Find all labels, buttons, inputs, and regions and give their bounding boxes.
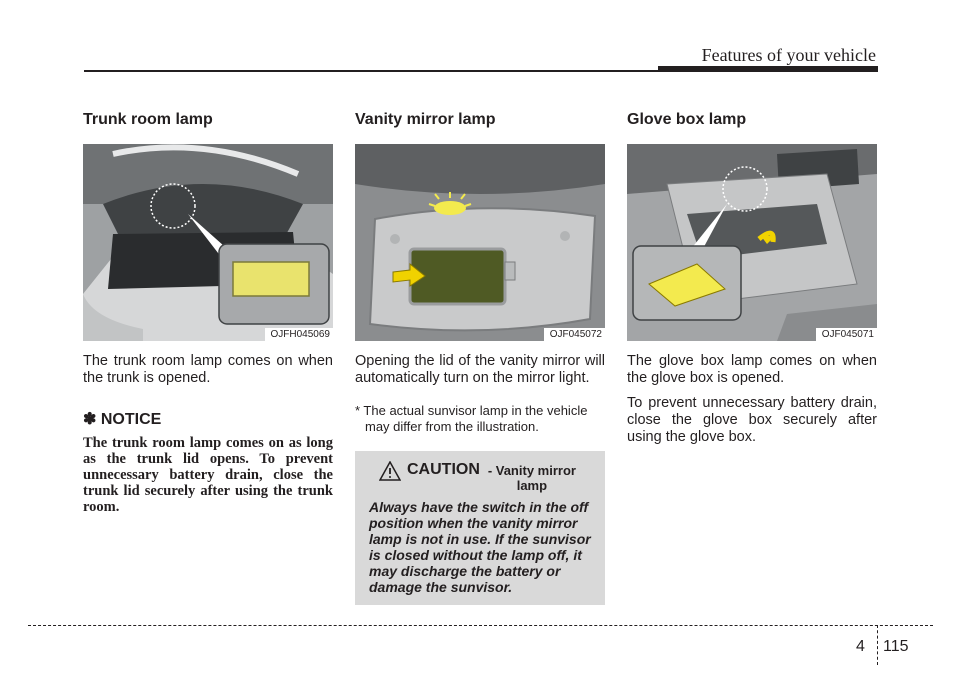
figure-code: OJF045071 xyxy=(816,328,877,341)
header-rule-accent xyxy=(658,66,878,72)
trunk-lamp-illustration xyxy=(83,144,333,341)
sunvisor-illustration-graphic xyxy=(355,144,605,341)
section-heading: Trunk room lamp xyxy=(83,111,213,128)
figure-code: OJF045072 xyxy=(544,328,605,341)
caution-header xyxy=(379,461,593,493)
body-text: The trunk room lamp comes on when the trunk is opened. xyxy=(83,353,333,386)
section-trunk-room-lamp xyxy=(83,110,333,515)
section-vanity-mirror-lamp xyxy=(355,110,605,605)
glove-box-illustration-graphic xyxy=(627,144,877,341)
caution-box xyxy=(355,451,605,605)
caution-text: Always have the switch in the off position when the vanity mirror lamp is not in use. If the sunvisor is closed without the lamp off, it may discharge the battery or damage the sunvisor. xyxy=(369,499,591,595)
caution-title: CAUTION xyxy=(407,461,480,478)
footnote: * The actual sunvisor lamp in the vehicle may differ from the illustration. xyxy=(355,403,588,434)
body-text: Opening the lid of the vanity mirror will automatically turn on the mirror light. xyxy=(355,353,605,386)
figure-code: OJFH045069 xyxy=(265,328,333,341)
section-glove-box-lamp xyxy=(627,110,877,446)
vanity-mirror-illustration xyxy=(355,144,605,341)
warning-triangle-icon xyxy=(379,461,401,481)
trunk-illustration-graphic xyxy=(83,144,333,341)
notice-title: ✽ NOTICE xyxy=(83,411,162,428)
body-text: To prevent unnecessary battery drain, close the glove box securely after using the glove box. xyxy=(627,395,877,445)
notice-text: The trunk room lamp comes on as long as the trunk lid opens. To prevent unnecessary battery drain, close the trunk lid securely after using the trunk room. xyxy=(83,435,333,515)
caution-subtitle: - Vanity mirror lamp xyxy=(487,463,576,493)
section-heading: Vanity mirror lamp xyxy=(355,111,496,128)
page-number-divider xyxy=(877,625,878,665)
page-header-title: Features of your vehicle xyxy=(701,45,876,65)
section-heading: Glove box lamp xyxy=(627,111,747,128)
glove-box-illustration xyxy=(627,144,877,341)
chapter-number: 4 xyxy=(856,638,865,655)
footer-rule xyxy=(28,625,933,626)
body-text: The glove box lamp comes on when the glove box is opened. xyxy=(627,353,877,386)
page-number: 115 xyxy=(883,638,909,655)
